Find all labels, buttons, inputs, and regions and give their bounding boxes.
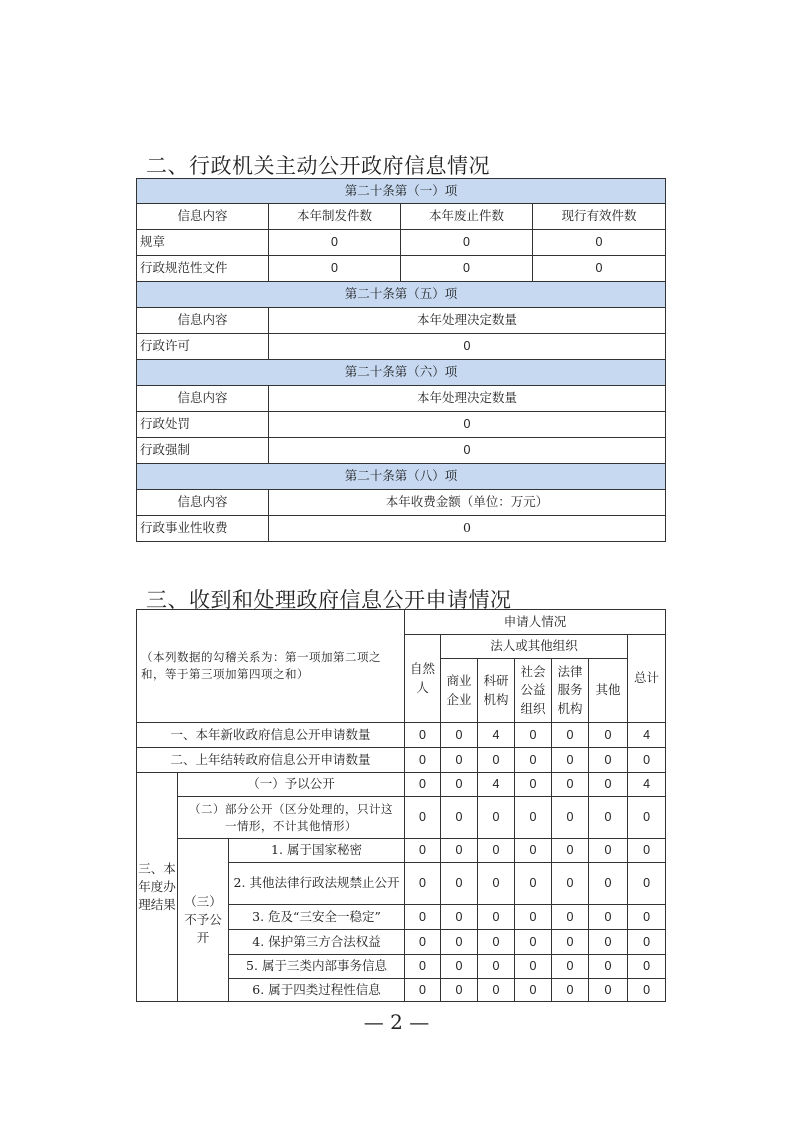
cell-value: 0 bbox=[552, 839, 589, 863]
row-label: （一）予以公开 bbox=[178, 773, 405, 797]
cell-value: 0 bbox=[589, 979, 628, 1002]
cell-value: 0 bbox=[628, 863, 666, 905]
cell-value: 0 bbox=[515, 979, 552, 1002]
cell-value: 0 bbox=[628, 797, 666, 839]
col-header: 本年收费金额（单位：万元） bbox=[269, 490, 666, 516]
col-header: 信息内容 bbox=[137, 308, 269, 334]
cell-value: 0 bbox=[515, 863, 552, 905]
table-row bbox=[137, 748, 666, 773]
cell-value: 0 bbox=[533, 230, 666, 256]
cell-value: 0 bbox=[628, 979, 666, 1002]
result-label: 三、本年度办理结果 bbox=[137, 773, 178, 1002]
cell-value: 0 bbox=[628, 748, 666, 773]
cell-value: 0 bbox=[552, 723, 589, 748]
cell-value: 0 bbox=[441, 748, 478, 773]
row-label: 一、本年新收政府信息公开申请数量 bbox=[137, 723, 405, 748]
cell-value: 0 bbox=[269, 230, 401, 256]
cell-value: 0 bbox=[478, 979, 515, 1002]
cell-value: 0 bbox=[405, 955, 441, 979]
natural-person-header: 自然人 bbox=[405, 635, 441, 723]
cell-value: 0 bbox=[552, 797, 589, 839]
cell-value: 0 bbox=[552, 773, 589, 797]
cell-value: 0 bbox=[589, 905, 628, 930]
cell-value: 0 bbox=[478, 797, 515, 839]
cell-value: 0 bbox=[405, 930, 441, 955]
cell-value: 0 bbox=[589, 955, 628, 979]
table-row bbox=[137, 797, 666, 839]
table-row bbox=[137, 773, 666, 797]
legal-col-header: 商业企业 bbox=[441, 659, 478, 723]
section-3-title: 三、收到和处理政府信息公开申请情况 bbox=[146, 588, 512, 612]
legal-col-header: 法律服务机构 bbox=[552, 659, 589, 723]
row-label: 2. 其他法律行政法规禁止公开 bbox=[229, 863, 405, 905]
row-label: 1. 属于国家秘密 bbox=[229, 839, 405, 863]
col-header: 本年废止件数 bbox=[401, 204, 533, 230]
cell-value: 0 bbox=[478, 839, 515, 863]
cell-value: 0 bbox=[405, 839, 441, 863]
cell-value: 0 bbox=[401, 230, 533, 256]
page-number: — 2 — bbox=[363, 1010, 430, 1034]
cell-value: 0 bbox=[589, 723, 628, 748]
row-label: 3. 危及“三安全一稳定” bbox=[229, 905, 405, 930]
cell-value: 4 bbox=[628, 723, 666, 748]
legal-col-header: 社会公益组织 bbox=[515, 659, 552, 723]
col-header: 信息内容 bbox=[137, 386, 269, 412]
proactive-disclosure-table bbox=[136, 178, 666, 542]
cell-value: 0 bbox=[405, 797, 441, 839]
block-header: 第二十条第（五）项 bbox=[137, 282, 666, 308]
col-header: 信息内容 bbox=[137, 204, 269, 230]
col-header: 信息内容 bbox=[137, 490, 269, 516]
row-label: 6. 属于四类过程性信息 bbox=[229, 979, 405, 1002]
col-header: 本年处理决定数量 bbox=[269, 386, 666, 412]
row-label: 5. 属于三类内部事务信息 bbox=[229, 955, 405, 979]
row-label: 4. 保护第三方合法权益 bbox=[229, 930, 405, 955]
cell-value: 0 bbox=[401, 256, 533, 282]
cell-value: 0 bbox=[478, 863, 515, 905]
cell-value: 0 bbox=[589, 930, 628, 955]
cell-value: 0 bbox=[515, 723, 552, 748]
cell-value: 0 bbox=[589, 773, 628, 797]
cell-value: 0 bbox=[628, 905, 666, 930]
cell-value: 0 bbox=[441, 797, 478, 839]
cell-value: 0 bbox=[515, 748, 552, 773]
cell-value: 0 bbox=[269, 334, 666, 360]
cell-value: 0 bbox=[628, 930, 666, 955]
row-label: 二、上年结转政府信息公开申请数量 bbox=[137, 748, 405, 773]
row-label: 规章 bbox=[137, 230, 269, 256]
cell-value: 0 bbox=[515, 955, 552, 979]
cell-value: 0 bbox=[441, 773, 478, 797]
cell-value: 0 bbox=[478, 905, 515, 930]
cell-value: 4 bbox=[478, 773, 515, 797]
cell-value: 0 bbox=[515, 773, 552, 797]
cell-value: 0 bbox=[405, 748, 441, 773]
cell-value: 0 bbox=[441, 930, 478, 955]
cell-value: 0 bbox=[515, 905, 552, 930]
cell-value: 0 bbox=[589, 748, 628, 773]
row-label: 行政处罚 bbox=[137, 412, 269, 438]
cell-value: 0 bbox=[269, 256, 401, 282]
cell-value: 0 bbox=[533, 256, 666, 282]
row-label: 行政许可 bbox=[137, 334, 269, 360]
not-open-label: （三）不予公开 bbox=[178, 839, 229, 1002]
cell-value: 4 bbox=[478, 723, 515, 748]
block-header: 第二十条第（八）项 bbox=[137, 464, 666, 490]
col-header: 现行有效件数 bbox=[533, 204, 666, 230]
row-label: 行政规范性文件 bbox=[137, 256, 269, 282]
cell-value: 0 bbox=[478, 748, 515, 773]
cell-value: 0 bbox=[589, 839, 628, 863]
cell-value: 0 bbox=[552, 863, 589, 905]
row-label: （二）部分公开（区分处理的，只计这一情形，不计其他情形） bbox=[178, 797, 405, 839]
cell-value: 0 bbox=[441, 723, 478, 748]
section-2-title: 二、行政机关主动公开政府信息情况 bbox=[146, 154, 490, 178]
cell-value: 0 bbox=[478, 930, 515, 955]
cell-value: 0 bbox=[628, 955, 666, 979]
row-label: 行政强制 bbox=[137, 438, 269, 464]
block-header: 第二十条第（一）项 bbox=[137, 179, 666, 204]
cell-value: 0 bbox=[441, 955, 478, 979]
cell-value: 0 bbox=[552, 930, 589, 955]
cell-value: 0 bbox=[552, 905, 589, 930]
cell-value: 0 bbox=[515, 930, 552, 955]
cell-value: 0 bbox=[269, 516, 666, 542]
cell-value: 0 bbox=[552, 979, 589, 1002]
applicant-header: 申请人情况 bbox=[405, 610, 666, 635]
cell-value: 0 bbox=[589, 863, 628, 905]
cell-value: 0 bbox=[552, 955, 589, 979]
cell-value: 0 bbox=[441, 905, 478, 930]
cell-value: 0 bbox=[515, 839, 552, 863]
note-cell: （本列数据的勾稽关系为：第一项加第二项之和，等于第三项加第四项之和） bbox=[137, 610, 405, 723]
cell-value: 0 bbox=[441, 839, 478, 863]
cell-value: 0 bbox=[478, 955, 515, 979]
col-header: 本年制发件数 bbox=[269, 204, 401, 230]
cell-value: 0 bbox=[441, 863, 478, 905]
cell-value: 0 bbox=[628, 839, 666, 863]
block-header: 第二十条第（六）项 bbox=[137, 360, 666, 386]
total-header: 总计 bbox=[628, 635, 666, 723]
cell-value: 0 bbox=[405, 979, 441, 1002]
application-table bbox=[136, 609, 666, 1002]
cell-value: 0 bbox=[269, 438, 666, 464]
cell-value: 0 bbox=[441, 979, 478, 1002]
cell-value: 0 bbox=[552, 748, 589, 773]
cell-value: 0 bbox=[405, 905, 441, 930]
legal-col-header: 其他 bbox=[589, 659, 628, 723]
legal-entity-header: 法人或其他组织 bbox=[441, 635, 628, 659]
table-row bbox=[137, 723, 666, 748]
cell-value: 4 bbox=[628, 773, 666, 797]
cell-value: 0 bbox=[589, 797, 628, 839]
row-label: 行政事业性收费 bbox=[137, 516, 269, 542]
cell-value: 0 bbox=[405, 773, 441, 797]
legal-col-header: 科研机构 bbox=[478, 659, 515, 723]
cell-value: 0 bbox=[405, 863, 441, 905]
table-row bbox=[137, 839, 666, 863]
col-header: 本年处理决定数量 bbox=[269, 308, 666, 334]
cell-value: 0 bbox=[269, 412, 666, 438]
cell-value: 0 bbox=[515, 797, 552, 839]
cell-value: 0 bbox=[405, 723, 441, 748]
